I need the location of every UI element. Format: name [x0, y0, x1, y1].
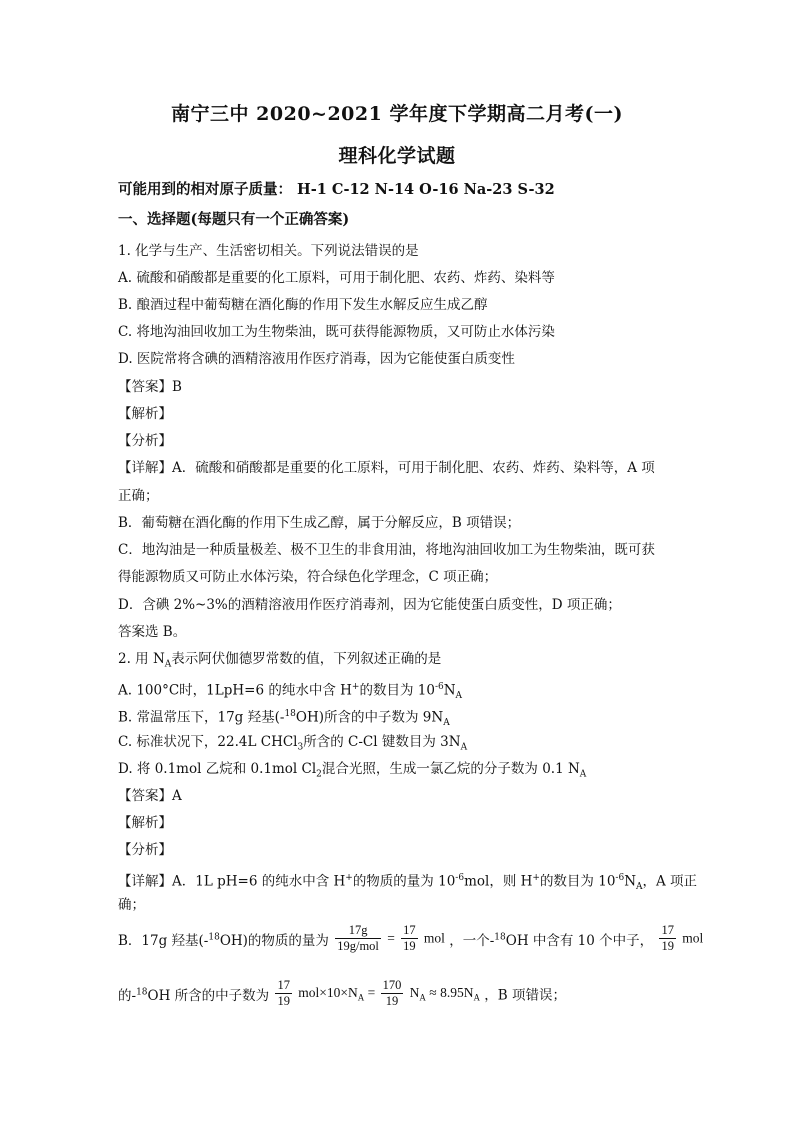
q1-detail-c: C．地沟油是一种质量极差、极不卫生的非食用油，将地沟油回收加工为生物柴油，既可获	[118, 542, 655, 558]
q1-option-c: C. 将地沟油回收加工为生物柴油，既可获得能源物质，又可防止水体污染	[118, 324, 555, 340]
q2-jiexi: 【解析】	[118, 815, 172, 831]
q2-option-d: D. 将 0.1mol 乙烷和 0.1mol $Cl_2$混合光照，生成一氯乙烷的分子数为 0.1 $N_A$	[118, 761, 587, 780]
q1-answer: 【答案】B	[118, 379, 182, 395]
q1-option-b: B. 酿酒过程中葡萄糖在酒化酶的作用下发生水解反应生成乙醇	[118, 297, 488, 313]
section-heading: 一、选择题(每题只有一个正确答案)	[118, 211, 350, 228]
q2-answer: 【答案】A	[118, 788, 182, 804]
q2-detail-a: 【详解】A．1L pH=6 的纯水中含 H+的物质的量为 $10^{-6}mol$，则 H+的数目为 $10^{-6}N_A$，A 项正	[118, 873, 698, 893]
q1-option-d: D. 医院常将含碘的酒精溶液用作医疗消毒，因为它能使蛋白质变性	[118, 351, 515, 367]
q1-option-a: A. 硫酸和硝酸都是重要的化工原料，可用于制化肥、农药、炸药、染料等	[118, 270, 555, 286]
fraction: $\frac{17}{19}$	[661, 923, 674, 953]
q2-stem: 2. 用 $N_A$表示阿伏伽德罗常数的值，下列叙述正确的是	[118, 651, 442, 670]
q2-fenxi: 【分析】	[118, 842, 172, 858]
page-title: 南宁三中 2020~2021 学年度下学期高二月考(一)	[171, 103, 623, 125]
fraction: $\frac{17g}{\text{19g/mol}}$	[337, 923, 379, 953]
fraction: $\frac{17}{19}$	[403, 923, 416, 953]
q1-detail-c-cont: 得能源物质又可防止水体污染，符合绿色化学理念，C 项正确；	[118, 569, 498, 585]
q2-option-b: B. 常温常压下，17g 羟基(-$^{18}$OH)所含的中子数为 $9N_A$	[118, 709, 450, 729]
fraction: $\frac{17}{19}$	[277, 978, 290, 1008]
q1-jiexi: 【解析】	[118, 406, 172, 422]
atomic-masses: 可能用到的相对原子质量： H-1 C-12 N-14 O-16 Na-23 S-32	[118, 181, 555, 198]
q1-conclusion: 答案选 B。	[118, 624, 187, 640]
q1-detail-a-cont: 正确；	[118, 488, 159, 504]
q1-fenxi: 【分析】	[118, 433, 172, 449]
q1-detail-a: 【详解】A．硫酸和硝酸都是重要的化工原料，可用于制化肥、农药、炸药、染料等，A 项	[118, 460, 655, 476]
fraction: $\frac{170}{19}$	[382, 978, 402, 1008]
q2-detail-a-cont: 确；	[118, 897, 145, 913]
page-subtitle: 理科化学试题	[338, 145, 456, 167]
q2-option-c: C. 标准状况下，22.4L CHCl$_3$所含的 C-Cl 键数目为 $3N_A$	[118, 734, 468, 753]
q1-detail-d: D．含碘 2%~3%的酒精溶液用作医疗消毒剂，因为它能使蛋白质变性，D 项正确；	[118, 597, 621, 613]
q2-detail-b-cont: 的-$^{18}$OH 所含的中子数为 $\frac{17}{19}$ $mol\times 10\times N_A$ = $\frac{170}{19}$ $N_A \approx 8.95N_A$ ，B 项错误；	[118, 978, 566, 1008]
q1-detail-b: B．葡萄糖在酒化酶的作用下生成乙醇，属于分解反应，B 项错误；	[118, 515, 521, 531]
q2-detail-b: B．17g 羟基(-$^{18}$OH)的物质的量为 $\frac{17g}{\text{19g/mol}}$ = $\frac{17}{19}$ mol ，一个-$^{18}$OH 中含有 10 个中子， $\frac{17}{19}$ mol	[118, 923, 704, 953]
q1-stem: 1. 化学与生产、生活密切相关。下列说法错误的是	[118, 243, 419, 259]
q2-option-a: A. 100°C时，1LpH=6 的纯水中含 H+的数目为 $10^{-6}N_A$	[118, 682, 463, 702]
